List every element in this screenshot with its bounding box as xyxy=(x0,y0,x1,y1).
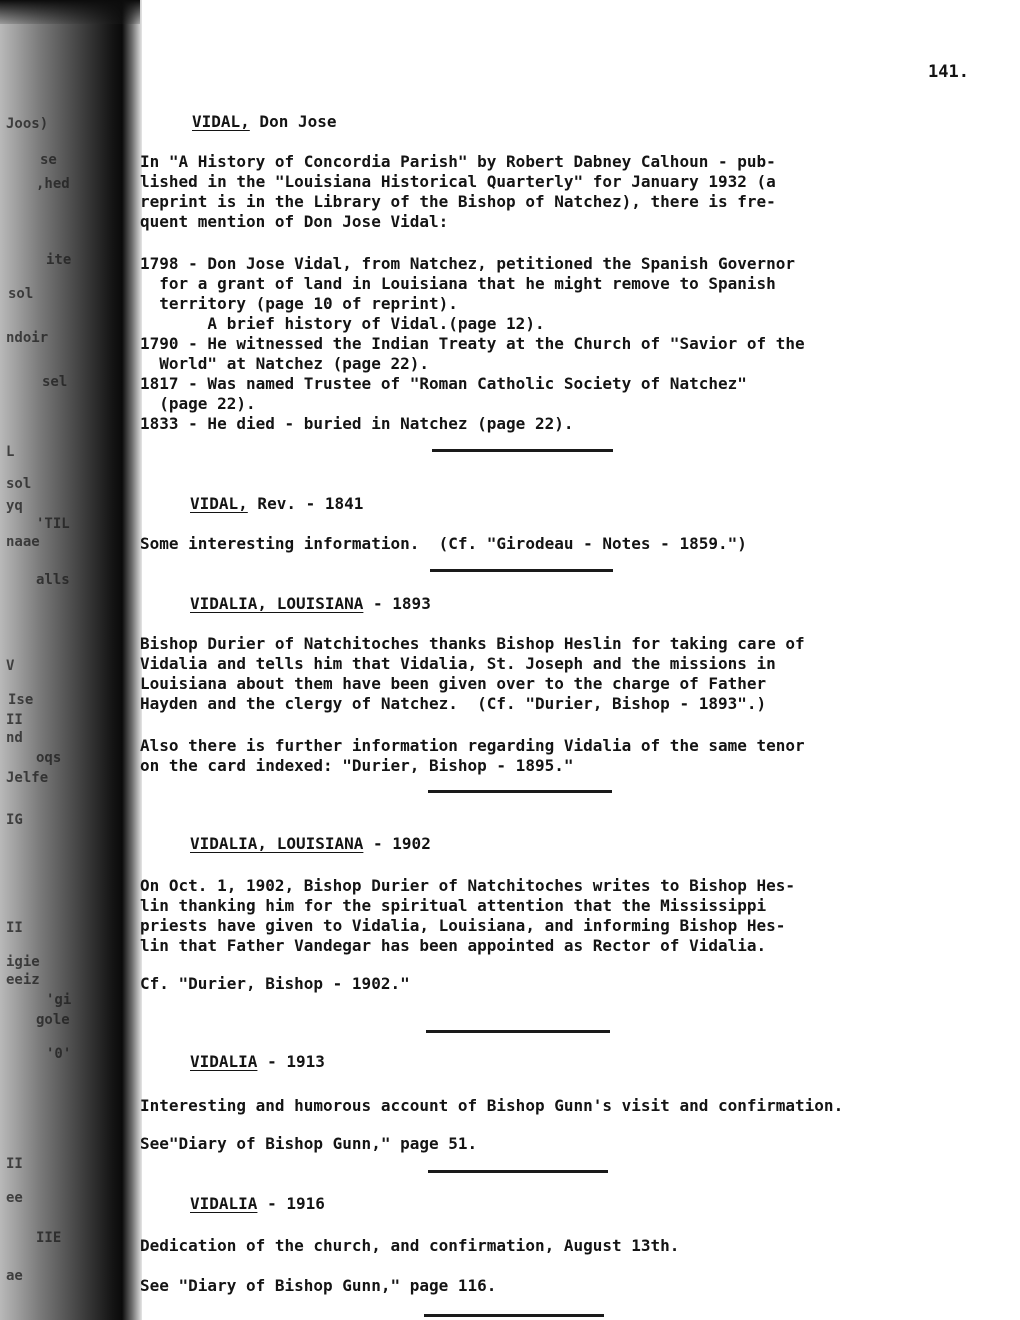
entry-paragraph: Some interesting information. (Cf. "Girodeau - Notes - 1859.") xyxy=(140,534,747,553)
spine-bleed-fragment: alls xyxy=(36,572,70,588)
section-divider xyxy=(428,1170,608,1173)
spine-bleed-fragment: V xyxy=(6,658,15,674)
spine-bleed-fragment: naae xyxy=(6,534,40,550)
entry-heading xyxy=(190,1052,325,1071)
section-divider xyxy=(430,569,613,572)
entry-paragraph: Bishop Durier of Natchitoches thanks Bishop Heslin for taking care of Vidalia and tells him that Vidalia, St. Joseph and the missions in Louisiana about them have been given over to the charge of Father Hayden and the clergy of Natchez. (Cf. "Durier, Bishop - 1893".) xyxy=(140,634,805,713)
entry-name: VIDAL, xyxy=(190,494,248,513)
entry-name: VIDALIA xyxy=(190,1052,258,1071)
spine-bleed-fragment: gole xyxy=(36,1012,70,1028)
spine-bleed-fragment: Jelfe xyxy=(6,770,49,786)
section-divider xyxy=(428,790,612,793)
spine-bleed-fragment: sol xyxy=(8,286,34,302)
spine-bleed-fragment: igie xyxy=(6,954,40,970)
spine-bleed-fragment: sel xyxy=(42,374,68,390)
entry-heading xyxy=(190,1194,325,1213)
entry-suffix: - 1893 xyxy=(363,594,431,613)
entry-suffix: - 1913 xyxy=(257,1052,325,1071)
spine-bleed-text xyxy=(6,0,86,1320)
spine-bleed-fragment: Joos) xyxy=(6,116,49,132)
section-divider xyxy=(432,449,613,452)
spine-bleed-fragment: nd xyxy=(6,730,23,746)
entry-paragraph: On Oct. 1, 1902, Bishop Durier of Natchitoches writes to Bishop Hes- lin thanking him for the spiritual attention that the Mississippi priests have given to Vidalia, Louisiana, and informing Bishop Hes- lin that Father Vandegar has been appointed as Rector of Vidalia. xyxy=(140,876,796,955)
entry-name: VIDALIA, LOUISIANA xyxy=(190,594,364,613)
spine-bleed-fragment: ,hed xyxy=(36,176,70,192)
entry-name: VIDAL, xyxy=(192,112,250,131)
spine-bleed-fragment: ae xyxy=(6,1268,23,1284)
spine-bleed-fragment: ite xyxy=(46,252,72,268)
spine-bleed-fragment: 'gi xyxy=(46,992,72,1008)
spine-bleed-fragment: ee xyxy=(6,1190,23,1206)
entry-paragraph: See"Diary of Bishop Gunn," page 51. xyxy=(140,1134,478,1153)
page-number: 141. xyxy=(928,62,969,82)
spine-bleed-fragment: se xyxy=(40,152,57,168)
spine-bleed-fragment: ndoir xyxy=(6,330,49,346)
spine-bleed-fragment: sol xyxy=(6,476,32,492)
entry-heading xyxy=(190,494,363,513)
entry-heading xyxy=(190,594,431,613)
spine-bleed-fragment: II xyxy=(6,1156,23,1172)
entry-paragraph: In "A History of Concordia Parish" by Robert Dabney Calhoun - pub- lished in the "Louisiana Historical Quarterly" for January 1932 (a reprint is in the Library of the Bishop of Natchez), there is fre- quent mention of Don Jose Vidal: xyxy=(140,152,776,231)
entry-paragraph: Also there is further information regarding Vidalia of the same tenor on the card indexed: "Durier, Bishop - 1895." xyxy=(140,736,805,775)
entry-paragraph: See "Diary of Bishop Gunn," page 116. xyxy=(140,1276,497,1295)
spine-bleed-fragment: IG xyxy=(6,812,23,828)
spine-bleed-fragment: 'TIL xyxy=(36,516,70,532)
entry-paragraph: Cf. "Durier, Bishop - 1902." xyxy=(140,974,410,993)
spine-bleed-fragment: eeiz xyxy=(6,972,40,988)
spine-bleed-fragment: Ise xyxy=(8,692,34,708)
spine-bleed-fragment: IIE xyxy=(36,1230,62,1246)
section-divider xyxy=(424,1314,604,1317)
spine-bleed-fragment: II xyxy=(6,712,23,728)
spine-bleed-fragment: '0' xyxy=(46,1046,72,1062)
entry-suffix: - 1916 xyxy=(257,1194,325,1213)
entry-suffix: Rev. - 1841 xyxy=(247,494,364,513)
entry-paragraph: 1798 - Don Jose Vidal, from Natchez, petitioned the Spanish Governor for a grant of land in Louisiana that he might remove to Spanish territory (page 10 of reprint). A brief history of Vidal.(page 12). 1790 - He witnessed the Indian Treaty at the Church of "Savior of the World" at Natchez (page 22). 1817 - Was named Trustee of "Roman Catholic Society of Natchez" (page 22). 1833 - He died - buried in Natchez (page 22). xyxy=(140,254,805,433)
entry-paragraph: Interesting and humorous account of Bishop Gunn's visit and confirmation. xyxy=(140,1096,844,1115)
spine-bleed-fragment: oqs xyxy=(36,750,62,766)
entry-name: VIDALIA, LOUISIANA xyxy=(190,834,364,853)
entry-paragraph: Dedication of the church, and confirmation, August 13th. xyxy=(140,1236,680,1255)
entry-name: VIDALIA xyxy=(190,1194,258,1213)
spine-bleed-fragment: II xyxy=(6,920,23,936)
entry-suffix: Don Jose xyxy=(249,112,337,131)
entry-suffix: - 1902 xyxy=(363,834,431,853)
spine-bleed-fragment: yq xyxy=(6,498,23,514)
entry-heading xyxy=(190,834,431,853)
section-divider xyxy=(426,1030,610,1033)
spine-bleed-fragment: L xyxy=(6,444,15,460)
entry-heading xyxy=(192,112,337,131)
